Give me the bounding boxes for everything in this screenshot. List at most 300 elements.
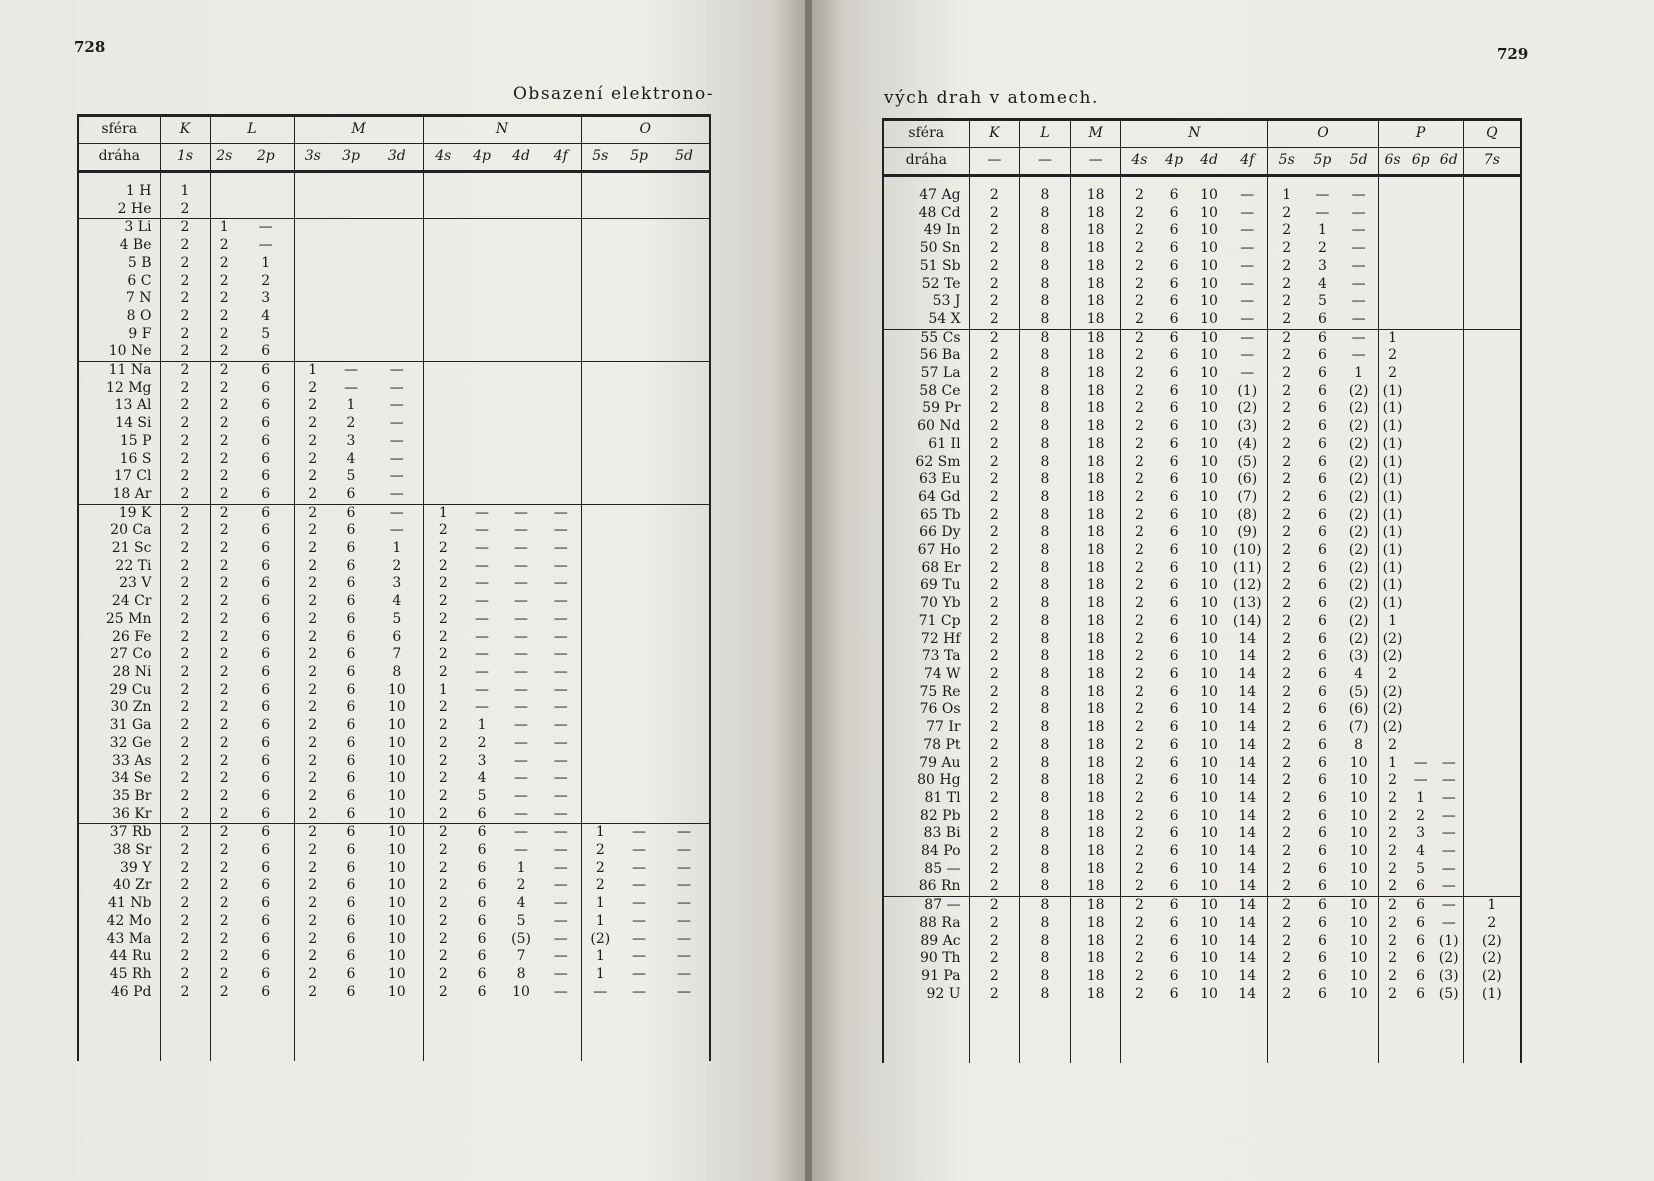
electron-count: (6)	[1227, 471, 1268, 489]
electron-count	[581, 664, 619, 682]
electron-count: —	[541, 948, 581, 966]
electron-count	[1463, 205, 1521, 223]
electron-count: 2	[969, 861, 1020, 879]
electron-count: —	[475, 610, 490, 627]
electron-count: 6	[1169, 240, 1179, 257]
electron-count	[581, 699, 619, 717]
electron-count: 6	[1317, 488, 1327, 505]
electron-count: 6	[238, 913, 294, 931]
electron-count: 18	[1070, 542, 1121, 560]
element-cell: 59 Pr	[883, 400, 969, 418]
electron-count: 6	[1169, 950, 1179, 967]
electron-count: 4	[346, 450, 356, 467]
electron-count: 2	[219, 877, 229, 894]
electron-count: (13)	[1227, 595, 1268, 613]
electron-count	[1463, 631, 1521, 649]
electron-count: —	[1435, 843, 1463, 861]
electron-count	[294, 183, 331, 201]
electron-count: 8	[371, 664, 423, 682]
electron-count: 18	[1070, 613, 1121, 631]
electron-count: 8	[1020, 950, 1071, 968]
electron-count	[619, 770, 659, 788]
electron-count: —	[371, 397, 423, 415]
electron-count	[463, 468, 501, 486]
electron-count: 6	[238, 682, 294, 700]
electron-count: 10	[1200, 347, 1218, 364]
table-row	[78, 255, 710, 273]
electron-count: —	[514, 717, 529, 734]
electron-count: 8	[1020, 684, 1071, 702]
electron-count: 18	[1070, 933, 1121, 951]
electron-count	[331, 308, 371, 326]
electron-count: 2	[1282, 542, 1292, 559]
electron-count: 2	[1282, 807, 1292, 824]
electron-count	[371, 183, 423, 201]
electron-count	[1406, 684, 1434, 702]
electron-count: 5	[238, 326, 294, 344]
electron-count: 2	[219, 663, 229, 680]
electron-count: —	[1315, 204, 1330, 221]
electron-count: 2	[438, 557, 448, 574]
electron-count	[238, 201, 294, 219]
electron-count	[581, 237, 619, 255]
electron-count: —	[541, 824, 581, 842]
electron-count: 2	[1134, 488, 1144, 505]
electron-count	[1463, 258, 1521, 276]
electron-count: 18	[1070, 737, 1121, 755]
electron-count: —	[541, 646, 581, 664]
electron-count: 6	[1317, 914, 1327, 931]
electron-count: 18	[1070, 311, 1121, 329]
orbital-header: 4p	[463, 144, 501, 172]
electron-count	[1463, 808, 1521, 826]
electron-count: 2	[438, 787, 448, 804]
element-cell: 18 Ar	[78, 486, 160, 504]
electron-count: 4	[238, 308, 294, 326]
electron-count	[659, 273, 710, 291]
electron-count: 6	[238, 362, 294, 380]
element-cell: 26 Fe	[78, 629, 160, 647]
table-row	[78, 984, 710, 1002]
electron-count: 2	[308, 628, 318, 645]
electron-count: 18	[1070, 825, 1121, 843]
electron-count: 2	[969, 507, 1020, 525]
electron-count: 2	[1388, 878, 1397, 895]
electron-count: 2	[438, 805, 448, 822]
electron-count: 6	[238, 468, 294, 486]
electron-count: 8	[1020, 347, 1071, 365]
electron-count: —	[541, 984, 581, 1002]
element-cell: 49 In	[883, 222, 969, 240]
electron-count	[1463, 701, 1521, 719]
electron-count: 6	[346, 522, 356, 539]
electron-count: 2	[219, 965, 229, 982]
table-row	[883, 648, 1521, 666]
element-cell: 3 Li	[78, 219, 160, 237]
electron-count	[581, 343, 619, 361]
electron-count: 2	[238, 273, 294, 291]
electron-count: 2	[160, 788, 210, 806]
electron-count: 2	[308, 540, 318, 557]
electron-count: 6	[238, 966, 294, 984]
electron-count	[1406, 560, 1434, 578]
orbital-header: 4f	[541, 144, 581, 172]
electron-count	[619, 682, 659, 700]
electron-count: (1)	[1382, 506, 1403, 523]
electron-count: 2	[1134, 612, 1144, 629]
electron-count: 8	[1020, 755, 1071, 773]
electron-count	[501, 415, 541, 433]
electron-count	[619, 611, 659, 629]
electron-count: 10	[1200, 612, 1218, 629]
electron-count: 6	[346, 770, 356, 787]
electron-count: 18	[1070, 471, 1121, 489]
electron-count: 2	[969, 790, 1020, 808]
electron-count: 6	[477, 805, 487, 822]
electron-count: 2	[969, 187, 1020, 205]
electron-count: 2	[1282, 310, 1292, 327]
table-heading-right: vých drah v atomech.	[884, 88, 1099, 108]
electron-count: —	[1227, 347, 1268, 365]
electron-count: 8	[1020, 365, 1071, 383]
electron-count	[619, 201, 659, 219]
electron-count	[1406, 436, 1434, 454]
electron-count: 2	[160, 824, 210, 842]
electron-count	[463, 308, 501, 326]
electron-count: 18	[1070, 240, 1121, 258]
electron-count	[541, 397, 581, 415]
spacer-row	[883, 176, 1521, 188]
electron-count: 18	[1070, 897, 1121, 915]
electron-count: 2	[969, 329, 1020, 347]
element-cell: 61 Il	[883, 436, 969, 454]
electron-count: 2	[1134, 257, 1144, 274]
electron-count	[501, 255, 541, 273]
electron-count: 2	[1282, 736, 1292, 753]
element-cell: 56 Ba	[883, 347, 969, 365]
electron-count	[581, 540, 619, 558]
electron-count: —	[1435, 897, 1463, 915]
electron-count	[501, 219, 541, 237]
electron-count	[1463, 843, 1521, 861]
element-cell: 1 H	[78, 183, 160, 201]
electron-count: 2	[1317, 240, 1327, 257]
electron-count: —	[1227, 240, 1268, 258]
electron-count	[371, 237, 423, 255]
electron-count	[619, 308, 659, 326]
electron-count	[1406, 205, 1434, 223]
table-row	[883, 524, 1521, 542]
electron-count: —	[371, 433, 423, 451]
electron-count: (2)	[1382, 719, 1403, 736]
electron-count	[659, 646, 710, 664]
electron-count: 2	[969, 436, 1020, 454]
electron-count: 18	[1070, 400, 1121, 418]
electron-count: 6	[1169, 648, 1179, 665]
electron-count	[1463, 507, 1521, 525]
electron-count: 10	[1191, 329, 1227, 347]
element-cell: 22 Ti	[78, 558, 160, 576]
electron-count: 2	[1282, 612, 1292, 629]
electron-count: 8	[1020, 436, 1071, 454]
electron-count: 3	[1416, 825, 1426, 842]
electron-count	[659, 362, 710, 380]
electron-count: —	[632, 912, 647, 929]
table-row	[883, 595, 1521, 613]
electron-count: 6	[1317, 843, 1327, 860]
electron-count: 6	[1169, 595, 1179, 612]
electron-count	[423, 397, 463, 415]
electron-count: 2	[219, 610, 229, 627]
electron-count: 6	[1317, 559, 1327, 576]
electron-count	[1463, 293, 1521, 311]
electron-count	[423, 219, 463, 237]
electron-count: 10	[1340, 790, 1378, 808]
electron-count: 2	[219, 522, 229, 539]
element-cell: 17 Cl	[78, 468, 160, 486]
table-row	[78, 699, 710, 717]
electron-count	[423, 237, 463, 255]
electron-count: 6	[238, 824, 294, 842]
electron-count: 2	[969, 222, 1020, 240]
electron-count	[619, 397, 659, 415]
electron-count	[581, 219, 619, 237]
electron-count	[423, 201, 463, 219]
electron-count: —	[501, 504, 541, 522]
electron-count: 2	[1268, 897, 1305, 915]
electron-count	[619, 806, 659, 824]
electron-count: 5	[477, 787, 487, 804]
element-cell: 30 Zn	[78, 699, 160, 717]
electron-count	[619, 788, 659, 806]
electron-count: 10	[1200, 365, 1218, 382]
table-row	[883, 790, 1521, 808]
electron-count: 2	[210, 362, 238, 380]
electron-count: 10	[371, 948, 423, 966]
electron-count: 10	[1200, 789, 1218, 806]
electron-count: 2	[160, 540, 210, 558]
electron-count	[541, 415, 581, 433]
electron-count	[581, 593, 619, 611]
electron-count: 4	[371, 593, 423, 611]
electron-count	[501, 308, 541, 326]
electron-count: (5)	[1227, 454, 1268, 472]
electron-count: (1)	[1382, 524, 1403, 541]
electron-count: 6	[1169, 630, 1179, 647]
electron-count: 2	[1134, 453, 1144, 470]
electron-count: (2)	[1481, 950, 1502, 967]
electron-count	[294, 308, 331, 326]
electron-count: 2	[969, 684, 1020, 702]
electron-count	[659, 219, 710, 237]
electron-count: (2)	[1340, 489, 1378, 507]
electron-table-left	[77, 114, 711, 1061]
electron-count: 2	[969, 311, 1020, 329]
electron-count: 2	[160, 415, 210, 433]
electron-count: 2	[308, 717, 318, 734]
table-row	[78, 237, 710, 255]
electron-count: 2	[1134, 950, 1144, 967]
electron-count: 6	[1416, 914, 1426, 931]
electron-count: 10	[1200, 222, 1218, 239]
electron-count: 3	[238, 290, 294, 308]
electron-count: 2	[160, 877, 210, 895]
electron-count: 2	[308, 912, 318, 929]
electron-count: —	[541, 806, 581, 824]
electron-count: 6	[1317, 506, 1327, 523]
electron-count	[423, 468, 463, 486]
electron-count: 14	[1227, 737, 1268, 755]
electron-count: 1	[1282, 187, 1292, 203]
electron-count: —	[1435, 772, 1463, 790]
electron-count: 6	[1169, 843, 1179, 860]
table-row	[883, 843, 1521, 861]
electron-count: 18	[1070, 861, 1121, 879]
electron-count: (5)	[1435, 986, 1463, 1004]
electron-count	[541, 451, 581, 469]
table-row	[883, 701, 1521, 719]
electron-count	[1435, 276, 1463, 294]
electron-count: 2	[219, 805, 229, 822]
electron-count: 2	[160, 504, 210, 522]
electron-count: —	[1435, 915, 1463, 933]
electron-count	[1406, 365, 1434, 383]
table-row	[883, 825, 1521, 843]
electron-count: 2	[1282, 665, 1292, 682]
table-row	[78, 468, 710, 486]
electron-count	[501, 397, 541, 415]
electron-count: 14	[1227, 843, 1268, 861]
electron-count: 8	[1020, 471, 1071, 489]
electron-count: 2	[969, 878, 1020, 896]
electron-count: 2	[1282, 701, 1292, 718]
electron-count	[619, 629, 659, 647]
electron-count: —	[238, 219, 294, 237]
electron-count: —	[541, 931, 581, 949]
table-row	[78, 326, 710, 344]
electron-count: 4	[516, 895, 526, 912]
table-row	[883, 897, 1521, 915]
electron-count	[1463, 790, 1521, 808]
electron-count: 2	[1134, 860, 1144, 877]
electron-count: 2	[1134, 435, 1144, 452]
orbital-header: 4d	[501, 144, 541, 172]
electron-count: 2	[1282, 648, 1292, 665]
electron-count: —	[541, 735, 581, 753]
electron-count: 6	[371, 629, 423, 647]
electron-count: 8	[1020, 968, 1071, 986]
electron-count: 2	[1282, 825, 1292, 842]
table-row	[883, 861, 1521, 879]
electron-count	[619, 183, 659, 201]
electron-count	[619, 468, 659, 486]
electron-count: 2	[219, 593, 229, 610]
electron-count: 6	[1169, 932, 1179, 949]
table-row	[883, 542, 1521, 560]
electron-count	[619, 343, 659, 361]
electron-count: —	[541, 629, 581, 647]
electron-count	[1406, 187, 1434, 205]
element-cell: 89 Ac	[883, 933, 969, 951]
table-row	[78, 273, 710, 291]
electron-count	[619, 540, 659, 558]
electron-count: 8	[1020, 737, 1071, 755]
electron-count: (2)	[1340, 631, 1378, 649]
table-row	[883, 329, 1521, 347]
orbital-header: 4f	[1227, 148, 1268, 176]
electron-count: 2	[969, 772, 1020, 790]
electron-count: 2	[1388, 950, 1397, 967]
electron-count: 2	[160, 308, 210, 326]
electron-count	[1435, 560, 1463, 578]
electron-count	[619, 273, 659, 291]
electron-count: 10	[1200, 772, 1218, 789]
electron-count: 18	[1070, 293, 1121, 311]
electron-count	[541, 343, 581, 361]
electron-count: 10	[1200, 542, 1218, 559]
electron-count: 2	[219, 254, 229, 271]
electron-count: 10	[1200, 878, 1218, 895]
electron-count: 6	[1317, 701, 1327, 718]
electron-count	[1435, 311, 1463, 329]
electron-count: 2	[210, 824, 238, 842]
electron-count: 2	[308, 663, 318, 680]
electron-count: 14	[1227, 950, 1268, 968]
element-cell: 54 X	[883, 311, 969, 329]
orbital-header: 7s	[1463, 148, 1521, 176]
table-row	[883, 684, 1521, 702]
table-row	[78, 611, 710, 629]
electron-count: 2	[1282, 914, 1292, 931]
electron-count: 7	[371, 646, 423, 664]
electron-count: —	[541, 682, 581, 700]
electron-count	[1463, 737, 1521, 755]
electron-count: 18	[1070, 560, 1121, 578]
electron-count: 2	[1282, 506, 1292, 523]
electron-count: 6	[1169, 293, 1179, 310]
electron-count	[294, 343, 331, 361]
element-cell: 70 Yb	[883, 595, 969, 613]
electron-count: —	[541, 860, 581, 878]
electron-count	[1406, 311, 1434, 329]
electron-count	[1463, 222, 1521, 240]
electron-count: 8	[1020, 631, 1071, 649]
element-cell: 40 Zr	[78, 877, 160, 895]
electron-count: —	[1340, 276, 1378, 294]
element-cell: 28 Ni	[78, 664, 160, 682]
sphere-label: sféra	[883, 120, 969, 148]
electron-count: 2	[1134, 595, 1144, 612]
element-cell: 32 Ge	[78, 735, 160, 753]
electron-count: 6	[1317, 807, 1327, 824]
electron-count: 10	[371, 824, 423, 842]
electron-count: 2	[1282, 860, 1292, 877]
electron-count: 10	[1200, 471, 1218, 488]
orbital-header: —	[969, 148, 1020, 176]
table-row	[883, 365, 1521, 383]
electron-count	[331, 219, 371, 237]
electron-count: 1	[477, 717, 487, 734]
electron-count: 2	[1282, 453, 1292, 470]
electron-count: 6	[463, 824, 501, 842]
electron-count: 6	[1416, 985, 1426, 1002]
electron-count: 2	[969, 542, 1020, 560]
electron-count: 6	[1317, 577, 1327, 594]
electron-count: —	[677, 877, 692, 894]
electron-count: 2	[219, 930, 229, 947]
electron-count: 2	[1388, 985, 1397, 1002]
electron-count: (2)	[1481, 932, 1502, 949]
